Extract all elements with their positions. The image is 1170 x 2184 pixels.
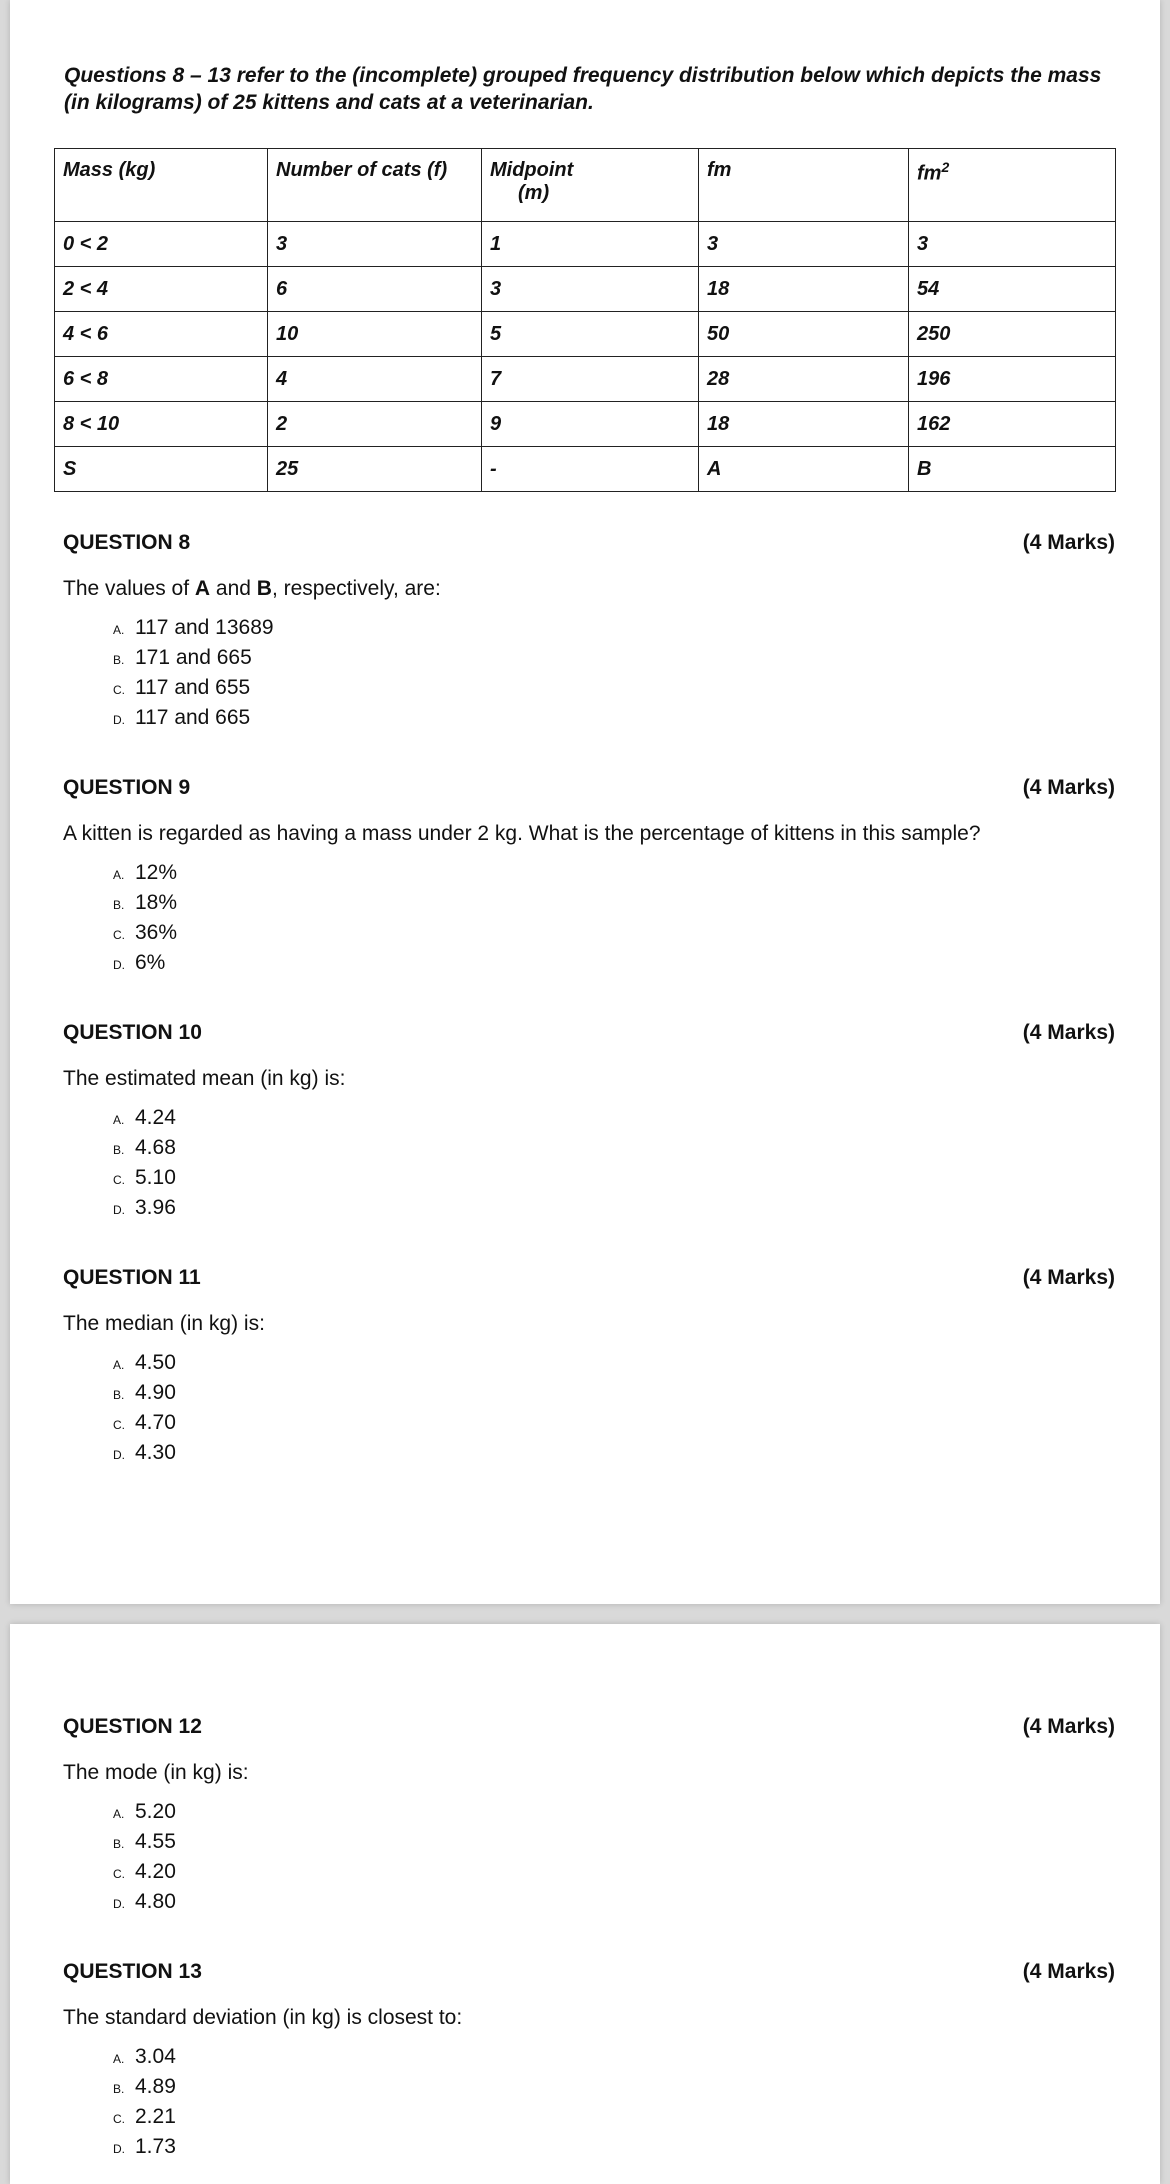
option-text: 4.89 (135, 2075, 176, 2098)
table-cell: 28 (699, 357, 909, 402)
question-11-options (113, 1349, 176, 1469)
question-13-text: The standard deviation (in kg) is closest to: (63, 2006, 463, 2029)
option-text: 4.55 (135, 1830, 176, 1853)
option-letter: D. (113, 1203, 125, 1217)
table-row (55, 267, 1116, 312)
option-item[interactable] (113, 1164, 176, 1194)
header-midpoint-sub: (m) (518, 182, 550, 204)
question-title: QUESTION 13 (63, 1960, 202, 1983)
table-cell: 2 < 4 (55, 267, 268, 312)
option-item[interactable] (113, 1798, 176, 1828)
option-letter: D. (113, 1448, 125, 1462)
table-cell: 3 (699, 222, 909, 267)
table-row (55, 357, 1116, 402)
table-cell: S (55, 447, 268, 492)
option-letter: A. (113, 1358, 125, 1372)
question-marks: (4 Marks) (1022, 1960, 1115, 1983)
table-cell: 250 (909, 312, 1116, 357)
option-item[interactable] (113, 1439, 176, 1469)
text-part: and (210, 577, 257, 600)
table-cell: A (699, 447, 909, 492)
question-10-text: The estimated mean (in kg) is: (63, 1067, 346, 1090)
question-title: QUESTION 8 (63, 531, 191, 554)
table-cell: 54 (909, 267, 1116, 312)
question-title: QUESTION 10 (63, 1021, 202, 1044)
option-item[interactable] (113, 859, 177, 889)
question-marks: (4 Marks) (1022, 1715, 1115, 1738)
option-text: 117 and 655 (135, 676, 251, 699)
option-letter: A. (113, 1807, 125, 1821)
table-cell: 3 (268, 222, 482, 267)
question-11-text: The median (in kg) is: (63, 1312, 265, 1335)
text-part-bold: B (256, 577, 272, 600)
question-13-options (113, 2043, 176, 2163)
option-item[interactable] (113, 614, 274, 644)
option-letter: A. (113, 1113, 125, 1127)
question-8-text (63, 577, 1123, 601)
page-1 (10, 0, 1160, 1604)
option-text: 6% (135, 951, 166, 974)
option-item[interactable] (113, 949, 177, 979)
table-cell: 6 < 8 (55, 357, 268, 402)
option-item[interactable] (113, 1349, 176, 1379)
option-item[interactable] (113, 674, 274, 704)
table-cell: 8 < 10 (55, 402, 268, 447)
header-count: Number of cats (f) (268, 149, 482, 222)
question-marks: (4 Marks) (1022, 1021, 1115, 1044)
option-item[interactable] (113, 2133, 176, 2163)
option-text: 3.96 (135, 1196, 176, 1219)
option-letter: A. (113, 868, 125, 882)
option-letter: D. (113, 958, 125, 972)
option-item[interactable] (113, 644, 274, 674)
option-letter: C. (113, 1867, 125, 1881)
header-fm2-base: fm (917, 162, 942, 185)
option-letter: C. (113, 1418, 125, 1432)
question-9-text: A kitten is regarded as having a mass under 2 kg. What is the percentage of kittens in this sample? (63, 822, 981, 845)
option-item[interactable] (113, 889, 177, 919)
header-midpoint-label: Midpoint (490, 159, 574, 181)
table-cell: 25 (268, 447, 482, 492)
option-text: 1.73 (135, 2135, 176, 2158)
question-9-options (113, 859, 177, 979)
option-text: 117 and 13689 (135, 616, 274, 639)
option-item[interactable] (113, 2103, 176, 2133)
question-13-header (63, 1960, 1115, 1990)
header-midpoint (482, 149, 699, 222)
table-cell: 6 (268, 267, 482, 312)
option-text: 4.20 (135, 1860, 176, 1883)
header-fm: fm (699, 149, 909, 222)
table-cell: 10 (268, 312, 482, 357)
text-part: , respectively, are: (271, 577, 441, 600)
question-title: QUESTION 9 (63, 776, 191, 799)
table-header-row (55, 149, 1116, 222)
question-10-header (63, 1021, 1115, 1051)
option-item[interactable] (113, 704, 274, 734)
table-cell: 3 (482, 267, 699, 312)
option-text: 4.50 (135, 1351, 176, 1374)
table-cell: 18 (699, 267, 909, 312)
question-8-options (113, 614, 274, 734)
option-text: 3.04 (135, 2045, 176, 2068)
option-letter: B. (113, 2082, 125, 2096)
table-cell: 18 (699, 402, 909, 447)
option-item[interactable] (113, 1888, 176, 1918)
question-8-header (63, 531, 1115, 561)
option-letter: B. (113, 898, 125, 912)
table-row (55, 312, 1116, 357)
table-cell: 3 (909, 222, 1116, 267)
option-item[interactable] (113, 919, 177, 949)
option-item[interactable] (113, 1828, 176, 1858)
header-fm2 (909, 149, 1116, 222)
intro-text: Questions 8 – 13 refer to the (incomplete) grouped frequency distribution below which depicts the mass (in kilograms) of 25 kittens and cats at a veterinarian. (64, 64, 1102, 114)
option-letter: D. (113, 1897, 125, 1911)
option-item[interactable] (113, 2043, 176, 2073)
option-letter: C. (113, 2112, 125, 2126)
table-cell: 0 < 2 (55, 222, 268, 267)
option-item[interactable] (113, 1379, 176, 1409)
option-text: 4.90 (135, 1381, 176, 1404)
option-letter: A. (113, 623, 125, 637)
question-marks: (4 Marks) (1022, 776, 1115, 799)
option-letter: B. (113, 653, 125, 667)
option-text: 12% (135, 861, 178, 884)
option-text: 5.20 (135, 1800, 176, 1823)
option-item[interactable] (113, 2073, 176, 2103)
option-item[interactable] (113, 1134, 176, 1164)
question-marks: (4 Marks) (1022, 531, 1115, 554)
table-cell: - (482, 447, 699, 492)
text-part-bold: A (194, 577, 211, 600)
table-total-row (55, 447, 1116, 492)
option-text: 18% (135, 891, 178, 914)
option-letter: C. (113, 683, 125, 697)
question-title: QUESTION 12 (63, 1715, 202, 1738)
option-letter: B. (113, 1143, 125, 1157)
question-12-options (113, 1798, 176, 1918)
option-text: 2.21 (135, 2105, 176, 2128)
question-10-options (113, 1104, 176, 1224)
page-2 (10, 1624, 1160, 2184)
question-title: QUESTION 11 (63, 1266, 201, 1289)
table-cell: B (909, 447, 1116, 492)
option-item[interactable] (113, 1858, 176, 1888)
option-text: 4.68 (135, 1136, 176, 1159)
table-cell: 9 (482, 402, 699, 447)
table-cell: 196 (909, 357, 1116, 402)
header-fm2-exp: 2 (941, 159, 950, 175)
option-letter: D. (113, 713, 125, 727)
option-text: 4.24 (135, 1106, 176, 1129)
question-9-header (63, 776, 1115, 806)
table-row (55, 402, 1116, 447)
option-letter: C. (113, 1173, 125, 1187)
question-12-header (63, 1715, 1115, 1745)
table-cell: 7 (482, 357, 699, 402)
table-cell: 50 (699, 312, 909, 357)
table-cell: 4 (268, 357, 482, 402)
option-text: 36% (135, 921, 178, 944)
option-text: 5.10 (135, 1166, 176, 1189)
option-text: 171 and 665 (135, 646, 252, 669)
option-text: 117 and 665 (135, 706, 251, 729)
text-part: The values of (63, 577, 195, 600)
question-marks: (4 Marks) (1022, 1266, 1115, 1289)
table-cell: 5 (482, 312, 699, 357)
table-cell: 2 (268, 402, 482, 447)
option-letter: B. (113, 1837, 125, 1851)
table-cell: 4 < 6 (55, 312, 268, 357)
table-cell: 1 (482, 222, 699, 267)
option-text: 4.30 (135, 1441, 176, 1464)
question-11-header (63, 1266, 1115, 1296)
option-letter: A. (113, 2052, 125, 2066)
option-letter: C. (113, 928, 125, 942)
table-row (55, 222, 1116, 267)
option-item[interactable] (113, 1104, 176, 1134)
option-item[interactable] (113, 1194, 176, 1224)
option-letter: D. (113, 2142, 125, 2156)
option-text: 4.70 (135, 1411, 176, 1434)
option-text: 4.80 (135, 1890, 176, 1913)
header-mass: Mass (kg) (55, 149, 268, 222)
table-cell: 162 (909, 402, 1116, 447)
frequency-table (54, 148, 1116, 492)
option-item[interactable] (113, 1409, 176, 1439)
question-12-text: The mode (in kg) is: (63, 1761, 249, 1784)
option-letter: B. (113, 1388, 125, 1402)
